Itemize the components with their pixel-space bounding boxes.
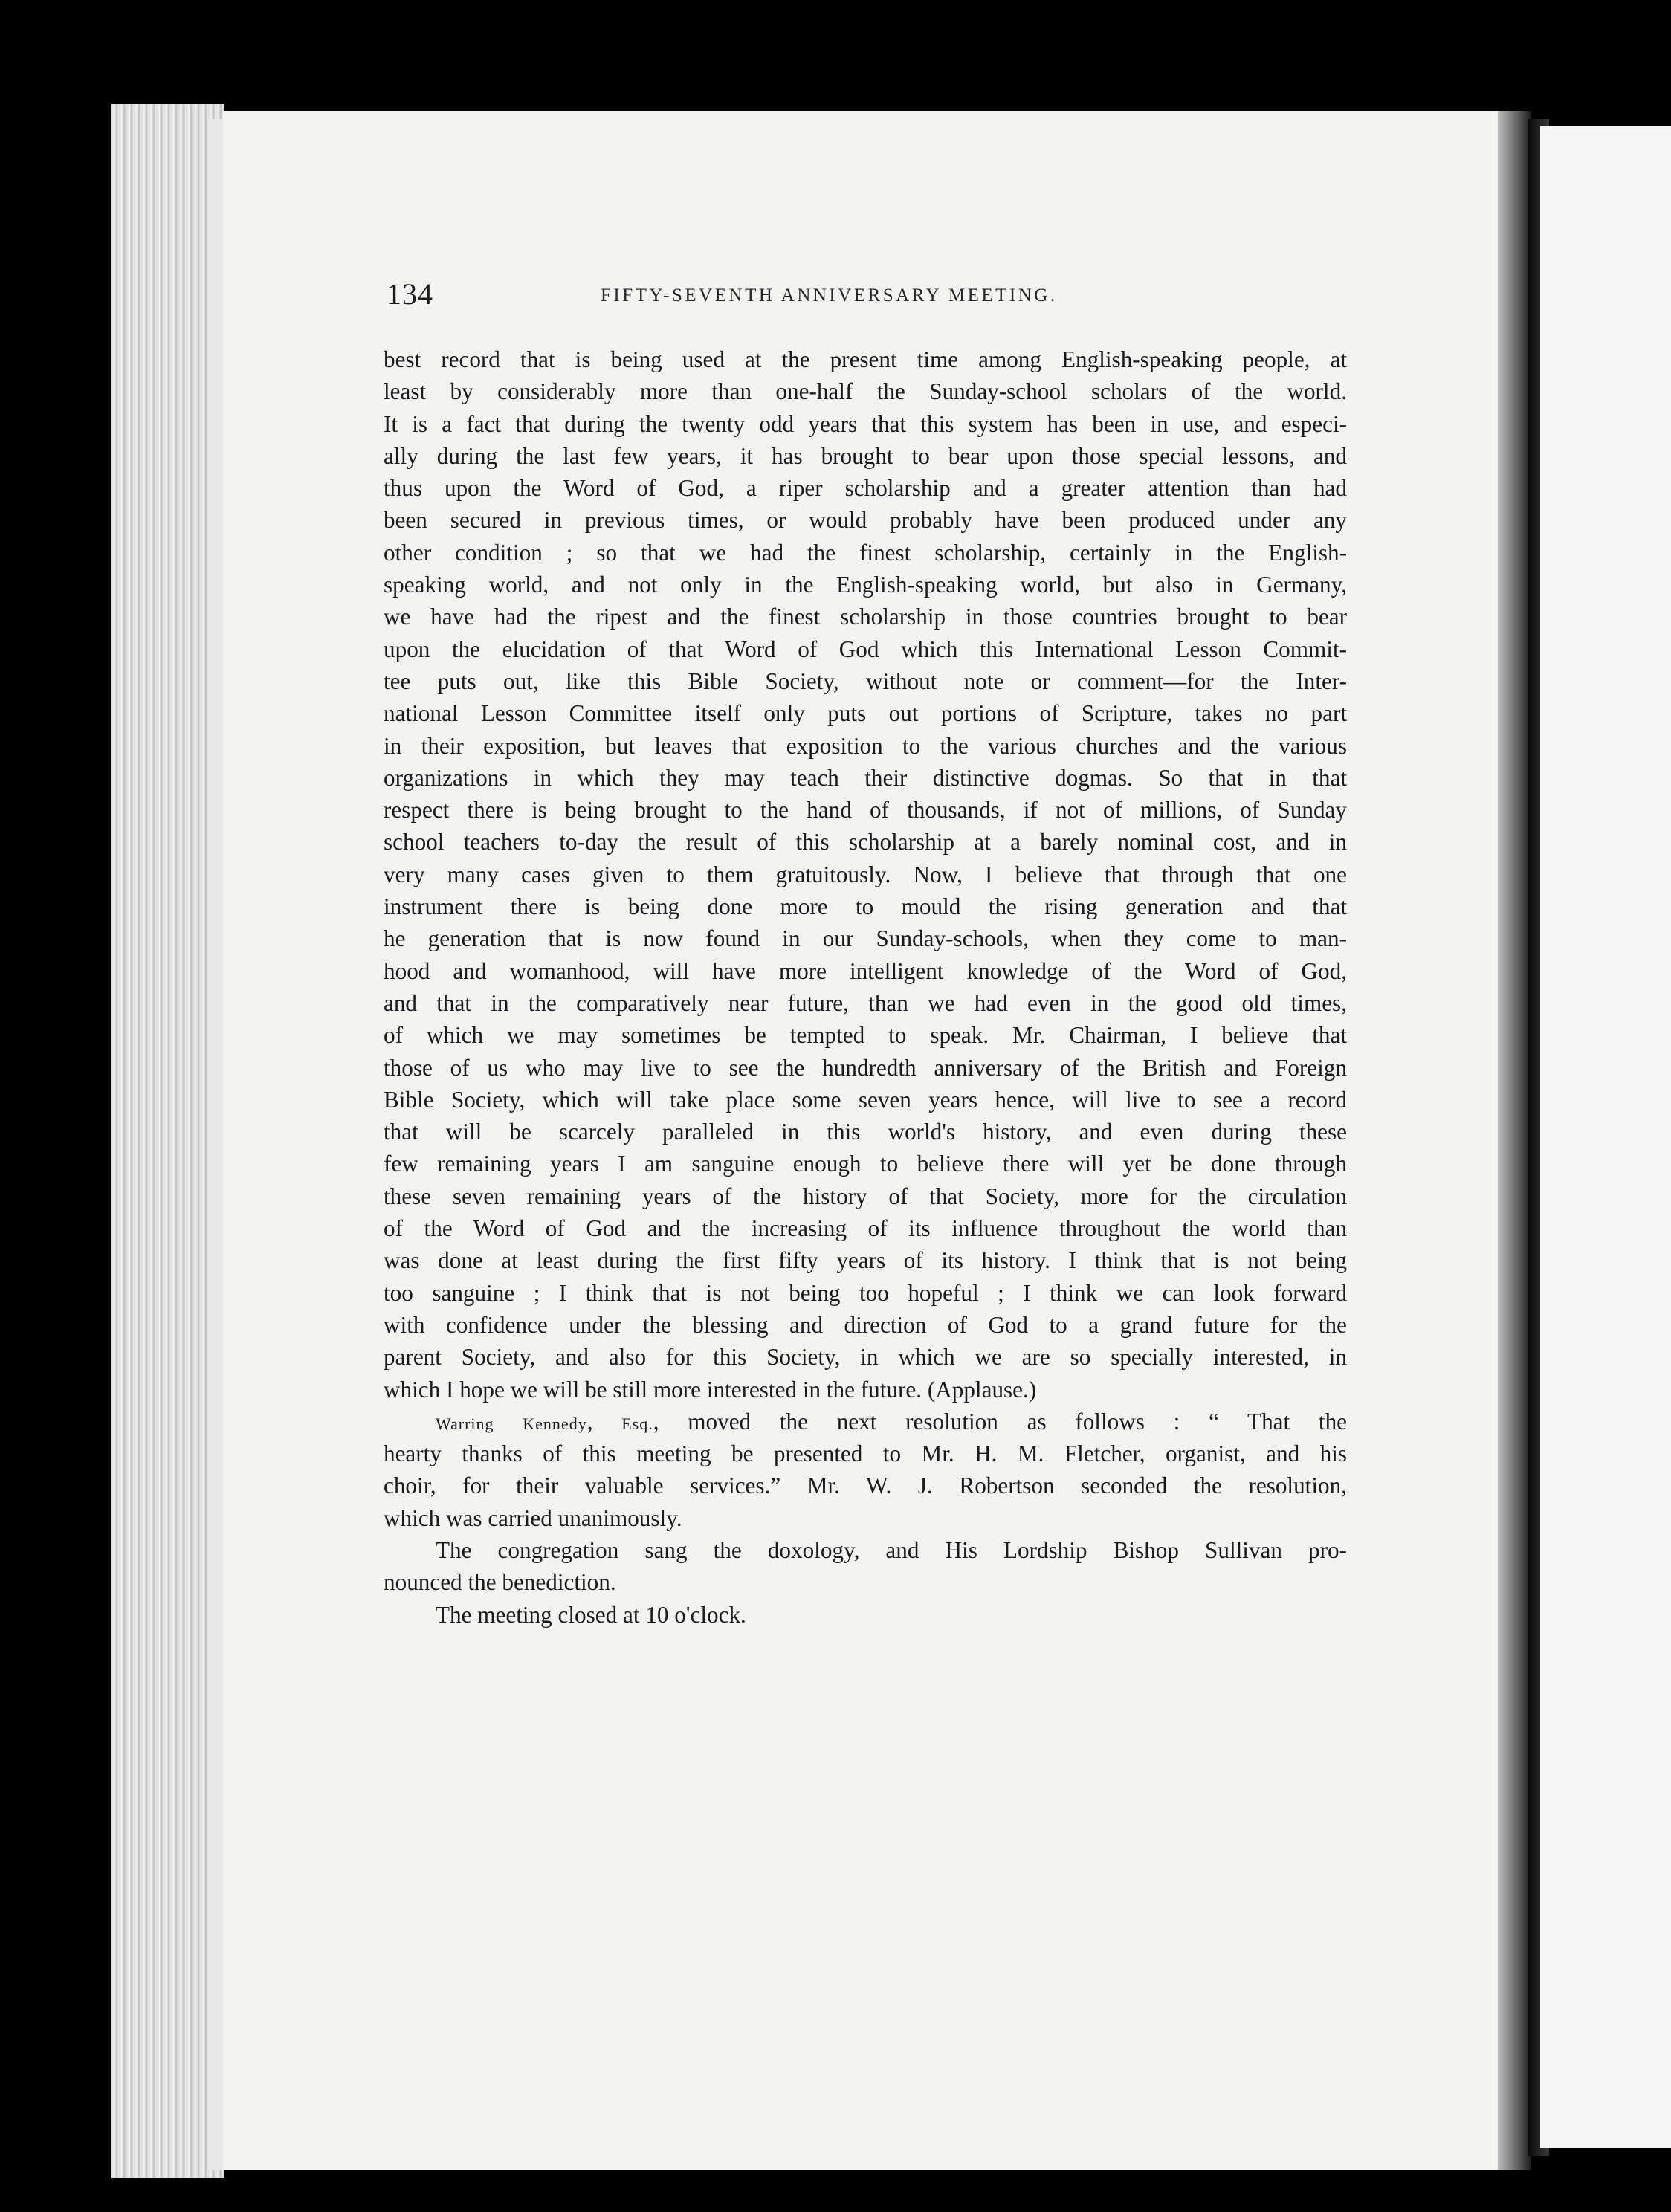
text-line: instrument there is being done more to mould the rising generation and that — [384, 893, 1347, 920]
text-line: in their exposition, but leaves that exposition to the various churches and the various — [384, 732, 1347, 759]
resolution-lines — [384, 1438, 1347, 1534]
text-line: other condition ; so that we had the finest scholarship, certainly in the English- — [384, 539, 1347, 566]
text-line: respect there is being brought to the hand of thousands, if not of millions, of Sunday — [384, 797, 1347, 824]
text-line: Bible Society, which will take place some seven years hence, will live to see a record — [384, 1086, 1347, 1113]
paragraph-doxology — [384, 1534, 1347, 1599]
page-gutter-shadow — [1498, 111, 1531, 2170]
text-line: school teachers to-day the result of this scholarship at a barely nominal cost, and in — [384, 829, 1347, 856]
body-text — [384, 343, 1347, 1631]
text-line: hood and womanhood, will have more intelligent knowledge of the Word of God, — [384, 957, 1347, 984]
text-line: nounced the benediction. — [384, 1569, 616, 1596]
paragraph-speech-continuation — [384, 343, 1347, 1406]
text-line: The congregation sang the doxology, and His Lordship Bishop Sullivan pro- — [436, 1536, 1347, 1563]
text-line: national Lesson Committee itself only puts out portions of Scripture, takes no part — [384, 700, 1347, 727]
text-line: tee puts out, like this Bible Society, without note or comment—for the Inter- — [384, 667, 1347, 694]
text-line: those of us who may live to see the hundredth anniversary of the British and Foreign — [384, 1054, 1347, 1081]
text-line: hearty thanks of this meeting be presented to Mr. H. M. Fletcher, organist, and his — [384, 1440, 1347, 1467]
text-line: few remaining years I am sanguine enough to believe there will yet be done through — [384, 1151, 1347, 1177]
text-line: thus upon the Word of God, a riper scholarship and a greater attention than had — [384, 475, 1347, 502]
speaker-title: Esq. — [621, 1414, 653, 1433]
text-line: of the Word of God and the increasing of its influence throughout the world than — [384, 1215, 1347, 1242]
closing-line: The meeting closed at 10 o'clock. — [436, 1601, 746, 1628]
text-line: upon the elucidation of that Word of God which this International Lesson Commit- — [384, 636, 1347, 662]
text-line: too sanguine ; I think that is not being too hopeful ; I think we can look forward — [384, 1279, 1347, 1306]
text-line: least by considerably more than one-half the Sunday-school scholars of the world. — [384, 378, 1347, 405]
text-line: parent Society, and also for this Society, in which we are so specially interested, in — [384, 1344, 1347, 1371]
running-header — [387, 276, 1345, 321]
running-title: FIFTY-SEVENTH ANNIVERSARY MEETING. — [601, 285, 1058, 305]
text-line: that will be scarcely paralleled in this world's history, and even during these — [384, 1119, 1347, 1145]
text-line: organizations in which they may teach their distinctive dogmas. So that in that — [384, 764, 1347, 791]
text-line: with confidence under the blessing and direction of God to a grand future for the — [384, 1311, 1347, 1338]
page-number: 134 — [387, 277, 433, 311]
text-line: speaking world, and not only in the English-speaking world, but also in Germany, — [384, 572, 1347, 598]
text-line: he generation that is now found in our Sunday-schools, when they come to man- — [384, 925, 1347, 952]
text-line: these seven remaining years of the history of that Society, more for the circulation — [384, 1183, 1347, 1209]
paragraph-resolution — [384, 1406, 1347, 1534]
text-line: choir, for their valuable services.” Mr. W. J. Robertson seconded the resolution, — [384, 1472, 1347, 1499]
text-line: It is a fact that during the twenty odd years that this system has been in use, and especi- — [384, 410, 1347, 437]
resolution-intro: , moved the next resolution as follows : “ That the — [653, 1408, 1348, 1435]
page-edge-inner — [207, 119, 224, 2170]
text-line: we have had the ripest and the finest scholarship in those countries brought to bear — [384, 604, 1347, 630]
text-line: very many cases given to them gratuitously. Now, I believe that through that one — [384, 861, 1347, 887]
speaker-last-name: Kennedy — [523, 1414, 587, 1433]
text-line: was done at least during the first fifty years of its history. I think that is not being — [384, 1247, 1347, 1274]
text-line: Warring Kennedy, Esq., moved the next resolution as follows : “ That the — [436, 1408, 1348, 1435]
facing-page — [1540, 126, 1671, 2148]
text-line: of which we may sometimes be tempted to speak. Mr. Chairman, I believe that — [384, 1022, 1347, 1049]
text-line: and that in the comparatively near future, than we had even in the good old times, — [384, 989, 1347, 1016]
speaker-first-name: Warring — [436, 1414, 494, 1433]
text-line: best record that is being used at the present time among English-speaking people, at — [384, 346, 1347, 372]
text-line: ally during the last few years, it has brought to bear upon those special lessons, and — [384, 442, 1347, 469]
text-line: been secured in previous times, or would probably have been produced under any — [384, 507, 1347, 534]
text-line: which I hope we will be still more interested in the future. (Applause.) — [384, 1376, 1037, 1403]
text-line: which was carried unanimously. — [384, 1504, 682, 1531]
